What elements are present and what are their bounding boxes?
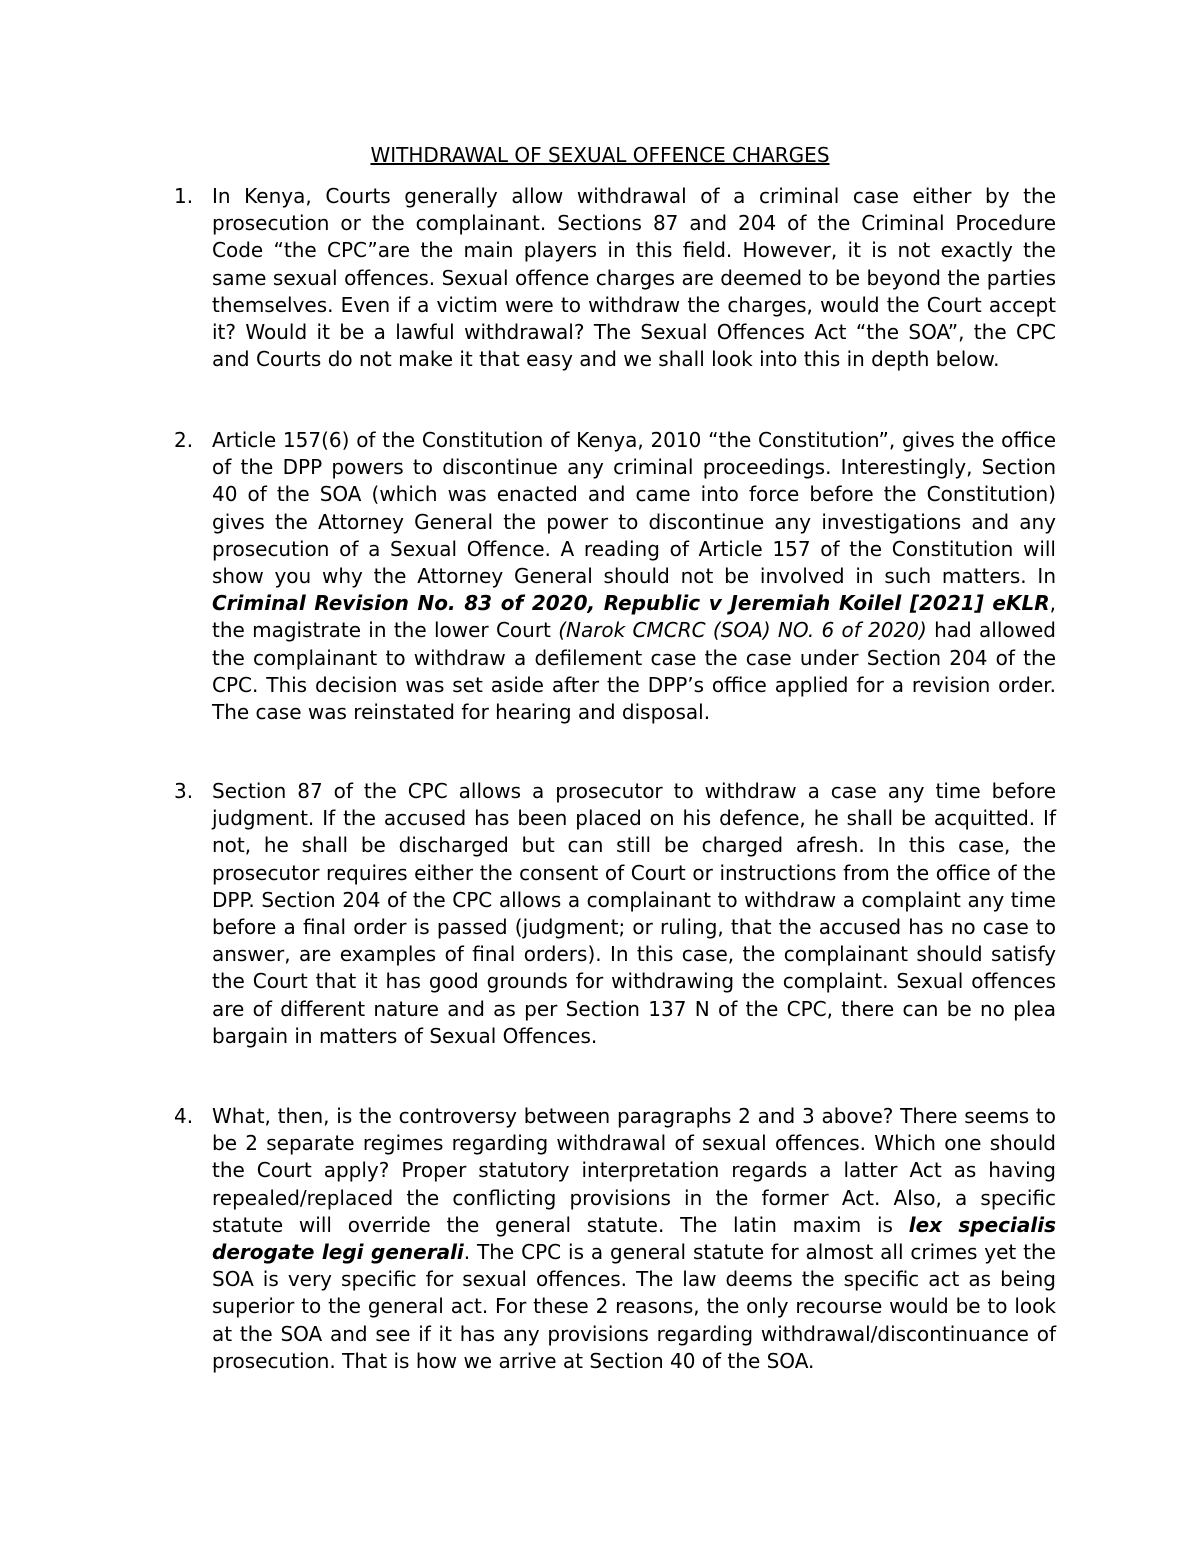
lower-court-reference: (Narok CMCRC (SOA) NO. 6 of 2020)	[558, 618, 927, 643]
latin-maxim: lex specialis derogate legi generali	[212, 1212, 1056, 1265]
document-title: WITHDRAWAL OF SEXUAL OFFENCE CHARGES	[370, 143, 830, 167]
paragraph-text-segment: had allowed the complainant to withdraw a defilement case the case under Section 204 of the CPC. This decision was set aside after the DPP’s office applied for a revision order. The case was reinstated for hearing and disposal.	[212, 618, 1056, 725]
paragraph-text: Section 87 of the CPC allows a prosecutor to withdraw a case any time before judgment. If the accused has been placed on his defence, he shall be acquitted. If not, he shall be discharged but can still be charged afresh. In this case, the prosecutor requires either the consent of Court or instructions from the office of the DPP. Section 204 of the CPC allows a complainant to withdraw a complaint any time before a final order is passed (judgment; or ruling, that the accused has no case to answer, are examples of final orders). In this case, the complainant should satisfy the Court that it has good grounds for withdrawing the complaint. Sexual offences are of different nature and as per Section 137 N of the CPC, there can be no plea bargain in matters of Sexual Offences.	[212, 779, 1056, 1048]
paragraph-text-segment: , the magistrate in the lower Court	[212, 591, 1056, 643]
paragraph-text-segment: What, then, is the controversy between paragraphs 2 and 3 above? There seems to be 2 separate regimes regarding withdrawal of sexual offences. Which one should the Court apply? Proper statutory interpretation regards a latter Act as having repealed/replaced the conflicting provisions in the former Act. Also, a specific statute will override the general statute. The latin maxim is	[212, 1104, 1056, 1237]
paragraph-number: 3.	[174, 779, 194, 803]
case-citation: Criminal Revision No. 83 of 2020, Republic v Jeremiah Koilel [2021] eKLR	[212, 591, 1050, 616]
paragraph-number: 4.	[174, 1104, 194, 1128]
paragraph-number: 2.	[174, 428, 194, 452]
paragraph-number: 1.	[174, 184, 194, 208]
paragraph-text-segment: . The CPC is a general statute for almost all crimes yet the SOA is very specific for sexual offences. The law deems the specific act as being superior to the general act. For these 2 reasons, the only recourse would be to look at the SOA and see if it has any provisions regarding withdrawal/discontinuance of prosecution. That is how we arrive at Section 40 of the SOA.	[212, 1240, 1056, 1373]
paragraph-text: In Kenya, Courts generally allow withdrawal of a criminal case either by the prosecution or the complainant. Sections 87 and 204 of the Criminal Procedure Code “the CPC”are the main players in this field. However, it is not exactly the same sexual offences. Sexual offence charges are deemed to be beyond the parties themselves. Even if a victim were to withdraw the charges, would the Court accept it? Would it be a lawful withdrawal? The Sexual Offences Act “the SOA”, the CPC and Courts do not make it that easy and we shall look into this in depth below.	[212, 184, 1056, 372]
paragraph-text-segment: Article 157(6) of the Constitution of Kenya, 2010 “the Constitution”, gives the office of the DPP powers to discontinue any criminal proceedings. Interestingly, Section 40 of the SOA (which was enacted and came into force before the Constitution) gives the Attorney General the power to discontinue any investigations and any prosecution of a Sexual Offence. A reading of Article 157 of the Constitution will show you why the Attorney General should not be involved in such matters. In	[212, 428, 1056, 589]
paragraph-text	[212, 427, 1056, 726]
paragraph-text	[212, 1103, 1056, 1375]
